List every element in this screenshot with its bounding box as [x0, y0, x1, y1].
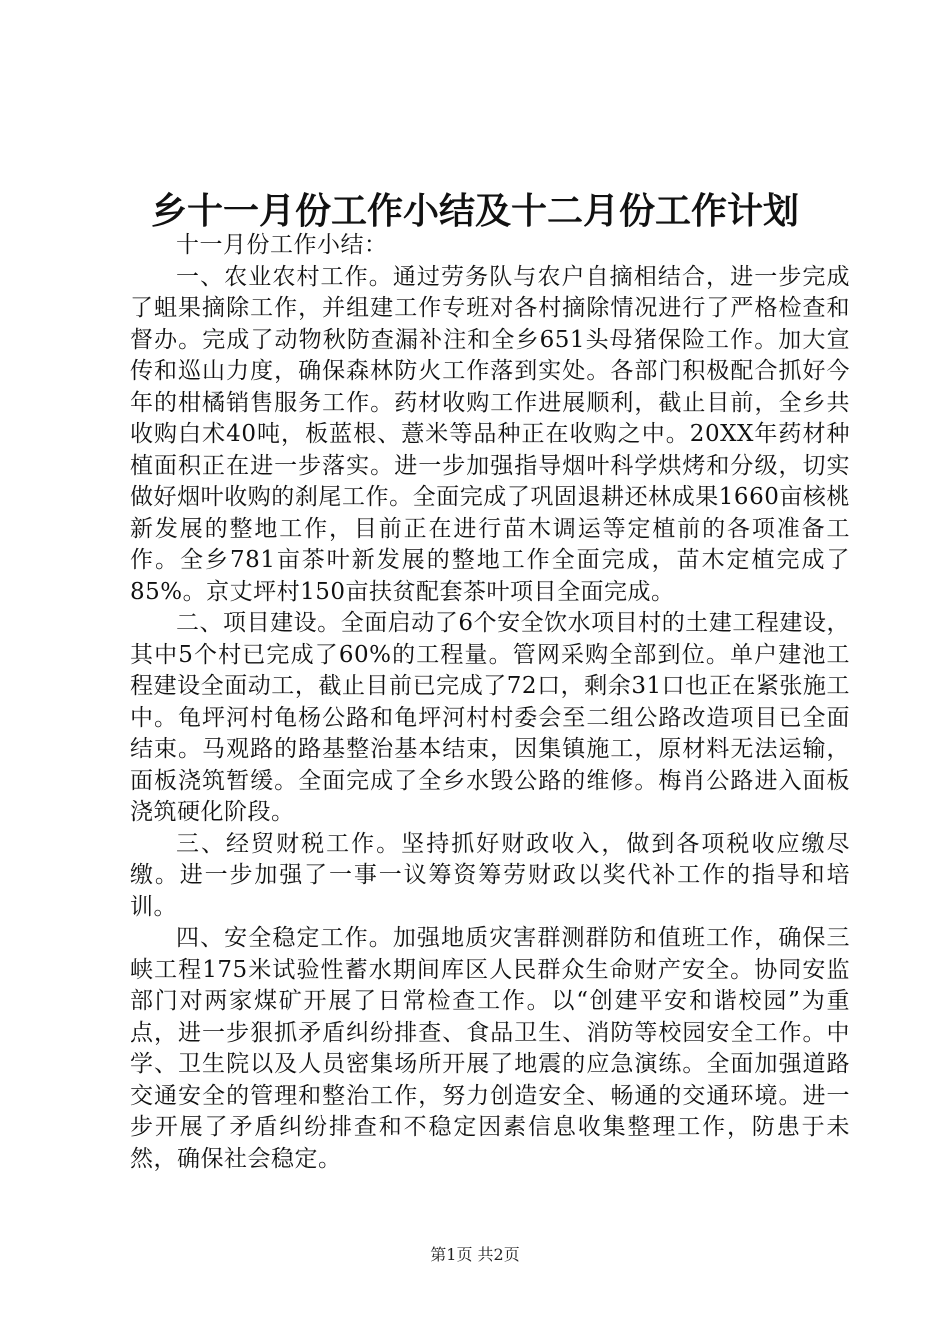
paragraph-finance: 三、经贸财税工作。坚持抓好财政收入，做到各项税收应缴尽缴。进一步加强了一事一议筹资筹劳财政以奖代补工作的指导和培训。	[130, 830, 850, 920]
paragraph-agriculture: 一、农业农村工作。通过劳务队与农户自摘相结合，进一步完成了蛆果摘除工作，并组建工作专班对各村摘除情况进行了严格检查和督办。完成了动物秋防查漏补注和全乡651头母猪保险工作。加大宣传和巡山力度，确保森林防火工作落到实处。各部门积极配合抓好今年的柑橘销售服务工作。药材收购工作进展顺利，截止目前，全乡共收购白术40吨，板蓝根、薏米等品种正在收购之中。20XX年药材种植面积正在进一步落实。进一步加强指导烟叶科学烘烤和分级，切实做好烟叶收购的刹尾工作。全面完成了巩固退耕还林成果1660亩核桃新发展的整地工作，目前正在进行苗木调运等定植前的各项准备工作。全乡781亩茶叶新发展的整地工作全面完成，苗木定植完成了85%。京丈坪村150亩扶贫配套茶叶项目全面完成。	[130, 263, 850, 605]
document-title: 乡十一月份工作小结及十二月份工作计划	[150, 190, 799, 232]
paragraph-safety: 四、安全稳定工作。加强地质灾害群测群防和值班工作，确保三峡工程175米试验性蓄水期间库区人民群众生命财产安全。协同安监部门对两家煤矿开展了日常检查工作。以“创建平安和谐校园”为重点，进一步狠抓矛盾纠纷排查、食品卫生、消防等校园安全工作。中学、卫生院以及人员密集场所开展了地震的应急演练。全面加强道路交通安全的管理和整治工作，努力创造安全、畅通的交通环境。进一步开展了矛盾纠纷排查和不稳定因素信息收集整理工作，防患于未然，确保社会稳定。	[130, 925, 850, 1172]
page-number-footer: 第1页 共2页	[430, 1245, 520, 1264]
paragraph-projects: 二、项目建设。全面启动了6个安全饮水项目村的土建工程建设，其中5个村已完成了60%的工程量。管网采购全部到位。单户建池工程建设全面动工，截止目前已完成了72口，剩余31口也正在紧张施工中。龟坪河村龟杨公路和龟坪河村村委会至二组公路改造项目已全面结束。马观路的路基整治基本结束，因集镇施工，原材料无法运输，面板浇筑暂缓。全面完成了全乡水毁公路的维修。梅肖公路进入面板浇筑硬化阶段。	[130, 610, 850, 825]
document-body	[130, 230, 850, 1175]
section-heading-november-summary: 十一月份工作小结：	[176, 232, 388, 258]
